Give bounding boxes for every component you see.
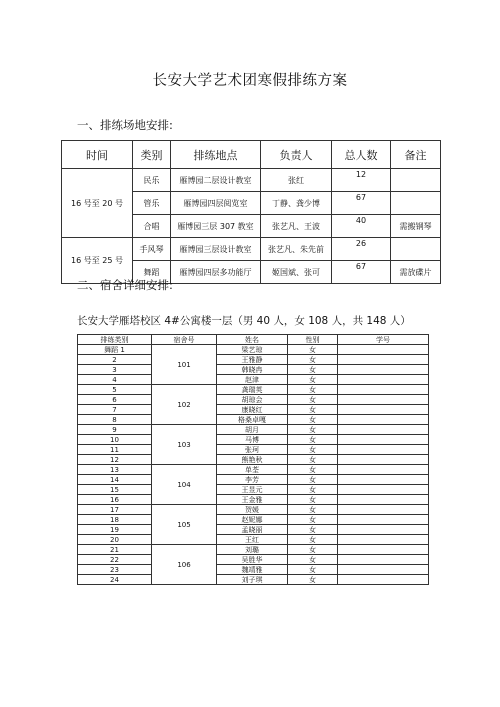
no-cell: 21 — [78, 545, 152, 555]
student-id-cell — [338, 505, 429, 515]
gender-cell: 女 — [288, 505, 338, 515]
student-id-cell — [338, 545, 429, 555]
category-cell: 手风琴 — [133, 238, 171, 261]
leader-cell: 丁静、龚少博 — [261, 192, 332, 215]
gender-cell: 女 — [288, 485, 338, 495]
name-cell: 刘子琪 — [217, 575, 288, 585]
student-id-cell — [338, 445, 429, 455]
table-row — [78, 555, 429, 565]
no-cell: 22 — [78, 555, 152, 565]
name-cell: 单荃 — [217, 465, 288, 475]
header-room: 宿舍号 — [152, 335, 217, 345]
name-cell: 张珂 — [217, 445, 288, 455]
gender-cell: 女 — [288, 555, 338, 565]
no-cell: 2 — [78, 355, 152, 365]
no-cell: 3 — [78, 365, 152, 375]
no-cell: 4 — [78, 375, 152, 385]
no-cell: 19 — [78, 525, 152, 535]
no-cell: 23 — [78, 565, 152, 575]
dorm-table-header-row — [78, 335, 429, 345]
table-row — [78, 495, 429, 505]
student-id-cell — [338, 465, 429, 475]
time-cell: 16 号至 25 号 — [62, 238, 133, 284]
table-row — [78, 435, 429, 445]
student-id-cell — [338, 485, 429, 495]
table-row — [78, 345, 429, 355]
student-id-cell — [338, 355, 429, 365]
student-id-cell — [338, 425, 429, 435]
student-id-cell — [338, 535, 429, 545]
venue-table-header-row — [62, 141, 441, 169]
student-id-cell — [338, 525, 429, 535]
no-cell: 24 — [78, 575, 152, 585]
gender-cell: 女 — [288, 415, 338, 425]
name-cell: 格桑卓嘎 — [217, 415, 288, 425]
table-row — [78, 375, 429, 385]
section-dorm-heading: 二、宿舍详细安排: — [77, 278, 173, 292]
student-id-cell — [338, 435, 429, 445]
table-row — [78, 415, 429, 425]
table-row — [62, 169, 441, 192]
no-cell: 11 — [78, 445, 152, 455]
gender-cell: 女 — [288, 465, 338, 475]
gender-cell: 女 — [288, 405, 338, 415]
leader-cell: 张艺凡、朱先前 — [261, 238, 332, 261]
student-id-cell — [338, 385, 429, 395]
no-cell: 14 — [78, 475, 152, 485]
gender-cell: 女 — [288, 455, 338, 465]
location-cell: 雁博园三层设计教室 — [171, 238, 261, 261]
table-row — [78, 485, 429, 495]
name-cell: 马博 — [217, 435, 288, 445]
student-id-cell — [338, 415, 429, 425]
table-row — [78, 455, 429, 465]
table-row — [78, 475, 429, 485]
gender-cell: 女 — [288, 515, 338, 525]
no-cell: 5 — [78, 385, 152, 395]
room-cell: 103 — [152, 425, 217, 465]
gender-cell: 女 — [288, 445, 338, 455]
location-cell: 雁博园三层 307 教室 — [171, 215, 261, 238]
table-row — [62, 238, 441, 261]
table-row — [78, 505, 429, 515]
header-note: 备注 — [391, 141, 441, 169]
student-id-cell — [338, 575, 429, 585]
table-row — [78, 445, 429, 455]
room-cell: 105 — [152, 505, 217, 545]
name-cell: 赵津 — [217, 375, 288, 385]
name-cell: 熊艳秋 — [217, 455, 288, 465]
note-cell — [391, 169, 441, 192]
note-cell: 需放碟片 — [391, 261, 441, 284]
student-id-cell — [338, 405, 429, 415]
dorm-table — [77, 334, 429, 585]
leader-cell: 张艺凡、王波 — [261, 215, 332, 238]
table-row — [78, 365, 429, 375]
no-cell: 8 — [78, 415, 152, 425]
name-cell: 王金雅 — [217, 495, 288, 505]
location-cell: 雁博园四层阅览室 — [171, 192, 261, 215]
name-cell: 刘璐 — [217, 545, 288, 555]
location-cell: 雁博园四层多功能厅 — [171, 261, 261, 284]
name-cell: 孟晓丽 — [217, 525, 288, 535]
name-cell: 吴胜华 — [217, 555, 288, 565]
gender-cell: 女 — [288, 535, 338, 545]
leader-cell: 张红 — [261, 169, 332, 192]
page-title: 长安大学艺术团寒假排练方案 — [152, 73, 348, 89]
header-gender: 性别 — [288, 335, 338, 345]
header-location: 排练地点 — [171, 141, 261, 169]
gender-cell: 女 — [288, 385, 338, 395]
gender-cell: 女 — [288, 365, 338, 375]
student-id-cell — [338, 555, 429, 565]
student-id-cell — [338, 515, 429, 525]
note-cell — [391, 192, 441, 215]
no-cell: 13 — [78, 465, 152, 475]
category-cell: 合唱 — [133, 215, 171, 238]
header-name: 姓名 — [217, 335, 288, 345]
no-cell: 舞蹈 1 — [78, 345, 152, 355]
note-cell — [391, 238, 441, 261]
no-cell: 18 — [78, 515, 152, 525]
table-row — [78, 575, 429, 585]
count-cell: 67 — [332, 192, 391, 215]
no-cell: 7 — [78, 405, 152, 415]
gender-cell: 女 — [288, 495, 338, 505]
gender-cell: 女 — [288, 545, 338, 555]
name-cell: 梁艺琼 — [217, 345, 288, 355]
header-count: 总人数 — [332, 141, 391, 169]
count-cell: 12 — [332, 169, 391, 192]
table-row — [78, 425, 429, 435]
name-cell: 魏靖雅 — [217, 565, 288, 575]
room-cell: 104 — [152, 465, 217, 505]
table-row — [78, 385, 429, 395]
name-cell: 胡琼会 — [217, 395, 288, 405]
category-cell: 舞蹈 — [133, 261, 171, 284]
no-cell: 10 — [78, 435, 152, 445]
table-row — [78, 545, 429, 555]
student-id-cell — [338, 365, 429, 375]
gender-cell: 女 — [288, 475, 338, 485]
no-cell: 9 — [78, 425, 152, 435]
gender-cell: 女 — [288, 355, 338, 365]
count-cell: 26 — [332, 238, 391, 261]
student-id-cell — [338, 495, 429, 505]
student-id-cell — [338, 455, 429, 465]
dorm-subtitle: 长安大学雁塔校区 4#公寓楼一层（男 40 人，女 108 人，共 148 人） — [77, 315, 411, 327]
student-id-cell — [338, 475, 429, 485]
header-category: 类别 — [133, 141, 171, 169]
no-cell: 16 — [78, 495, 152, 505]
gender-cell: 女 — [288, 425, 338, 435]
venue-table — [61, 140, 441, 284]
student-id-cell — [338, 345, 429, 355]
table-row — [78, 395, 429, 405]
table-row — [78, 405, 429, 415]
header-leader: 负责人 — [261, 141, 332, 169]
name-cell: 韩晓冉 — [217, 365, 288, 375]
count-cell: 40 — [332, 215, 391, 238]
name-cell: 王昱元 — [217, 485, 288, 495]
room-cell: 106 — [152, 545, 217, 585]
header-rehearsal-category: 排练类别 — [78, 335, 152, 345]
table-row — [78, 355, 429, 365]
gender-cell: 女 — [288, 575, 338, 585]
name-cell: 龚瑞英 — [217, 385, 288, 395]
table-row — [78, 565, 429, 575]
no-cell: 15 — [78, 485, 152, 495]
no-cell: 20 — [78, 535, 152, 545]
name-cell: 王红 — [217, 535, 288, 545]
no-cell: 17 — [78, 505, 152, 515]
gender-cell: 女 — [288, 345, 338, 355]
no-cell: 6 — [78, 395, 152, 405]
table-row — [78, 515, 429, 525]
location-cell: 雁博园二层设计教室 — [171, 169, 261, 192]
gender-cell: 女 — [288, 565, 338, 575]
no-cell: 12 — [78, 455, 152, 465]
gender-cell: 女 — [288, 375, 338, 385]
name-cell: 赵妮娜 — [217, 515, 288, 525]
gender-cell: 女 — [288, 435, 338, 445]
room-cell: 101 — [152, 345, 217, 385]
student-id-cell — [338, 395, 429, 405]
header-student-id: 学号 — [338, 335, 429, 345]
name-cell: 贺媛 — [217, 505, 288, 515]
table-row — [78, 525, 429, 535]
count-cell: 67 — [332, 261, 391, 284]
category-cell: 管乐 — [133, 192, 171, 215]
gender-cell: 女 — [288, 395, 338, 405]
name-cell: 康晓红 — [217, 405, 288, 415]
section-venue-heading: 一、排练场地安排: — [77, 118, 173, 132]
header-time: 时间 — [62, 141, 133, 169]
category-cell: 民乐 — [133, 169, 171, 192]
note-cell: 需搬钢琴 — [391, 215, 441, 238]
name-cell: 李芳 — [217, 475, 288, 485]
gender-cell: 女 — [288, 525, 338, 535]
name-cell: 王雅静 — [217, 355, 288, 365]
time-cell: 16 号至 20 号 — [62, 169, 133, 238]
room-cell: 102 — [152, 385, 217, 425]
student-id-cell — [338, 375, 429, 385]
table-row — [78, 535, 429, 545]
leader-cell: 姬国斌、张可 — [261, 261, 332, 284]
table-row — [78, 465, 429, 475]
name-cell: 胡月 — [217, 425, 288, 435]
student-id-cell — [338, 565, 429, 575]
